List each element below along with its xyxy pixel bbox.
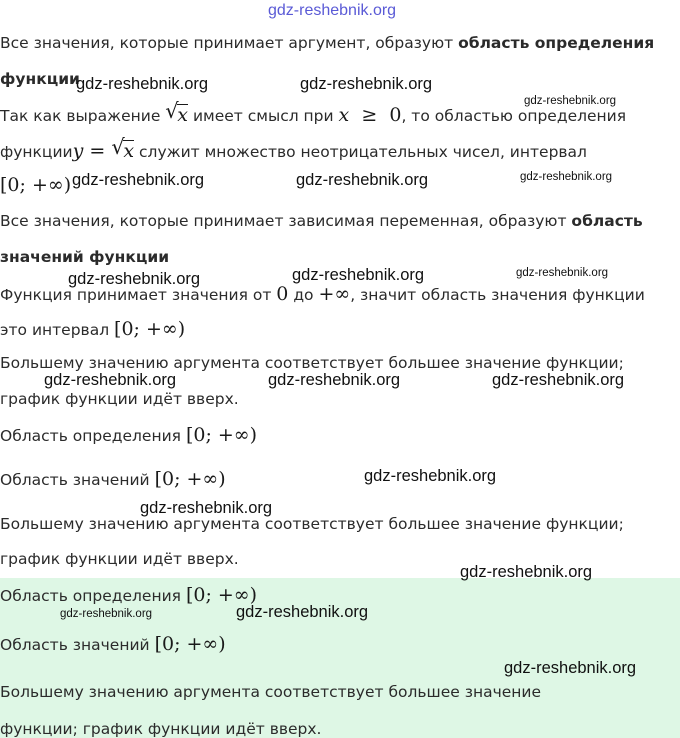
answer-range bbox=[0, 635, 226, 654]
text: Все значения, которые принимает зависимая переменная, образуют bbox=[0, 212, 572, 230]
math-sqrt-x: √ x bbox=[165, 99, 189, 126]
sqrt-explain-line2 bbox=[0, 135, 587, 162]
range-result bbox=[0, 470, 226, 489]
term-function: функции bbox=[0, 70, 80, 88]
math-interval: [0; +∞) bbox=[154, 633, 226, 655]
watermark: gdz-reshebnik.org bbox=[492, 371, 625, 389]
sqrt-explain-interval: [0; +∞) bbox=[0, 174, 72, 196]
math-interval: [0; +∞) bbox=[185, 424, 258, 446]
text: Область значений bbox=[0, 636, 155, 654]
monotonic-line1: Большему значению аргумента соответствует большее значение функции; bbox=[0, 354, 624, 372]
site-header-link[interactable]: gdz-reshebnik.org bbox=[268, 2, 397, 19]
watermark: gdz-reshebnik.org bbox=[292, 266, 425, 284]
math-infinity: +∞ bbox=[318, 283, 351, 305]
math-var: x bbox=[123, 140, 135, 162]
monotonic-line2-repeat: график функции идёт вверх. bbox=[0, 550, 239, 568]
math-op: = bbox=[89, 140, 106, 162]
math-condition bbox=[339, 104, 402, 126]
math-var: x bbox=[177, 104, 189, 126]
range-explain-line2 bbox=[0, 320, 185, 339]
math-op: ≥ bbox=[361, 104, 378, 126]
math-var: y bbox=[72, 140, 84, 162]
math-interval: [0; +∞) bbox=[185, 584, 258, 606]
monotonic-line2: график функции идёт вверх. bbox=[0, 390, 239, 408]
math-num: 0 bbox=[389, 104, 402, 126]
range-definition-line2 bbox=[0, 250, 169, 266]
watermark: gdz-reshebnik.org bbox=[268, 371, 401, 389]
watermark: gdz-reshebnik.org bbox=[140, 499, 273, 517]
text: Область значений bbox=[0, 471, 155, 489]
math-interval: [0; +∞) bbox=[114, 318, 186, 340]
watermark: gdz-reshebnik.org bbox=[60, 608, 153, 620]
math-num: 0 bbox=[276, 283, 289, 305]
text: Функция принимает значения от bbox=[0, 286, 277, 304]
watermark: gdz-reshebnik.org bbox=[504, 659, 637, 677]
watermark: gdz-reshebnik.org bbox=[72, 171, 205, 189]
text: это интервал bbox=[0, 321, 115, 339]
watermark: gdz-reshebnik.org bbox=[460, 563, 593, 581]
text: имеет смысл при bbox=[188, 107, 339, 125]
watermark: gdz-reshebnik.org bbox=[68, 270, 201, 288]
answer-monotonic-line1: Большему значению аргумента соответствует большее значение bbox=[0, 683, 542, 701]
text: до bbox=[288, 286, 319, 304]
answer-monotonic-line2: функции; график функции идёт вверх. bbox=[0, 720, 322, 738]
text: служит множество неотрицательных чисел, интервал bbox=[134, 143, 587, 161]
math-function: y = √ x bbox=[72, 135, 135, 162]
watermark: gdz-reshebnik.org bbox=[364, 467, 497, 485]
text: функции bbox=[0, 143, 73, 161]
text: Все значения, которые принимает аргумент, образуют bbox=[0, 34, 459, 52]
monotonic-line1-repeat: Большему значению аргумента соответствует большее значение функции; bbox=[0, 515, 624, 533]
watermark: gdz-reshebnik.org bbox=[296, 171, 429, 189]
term-domain: область определения bbox=[458, 34, 655, 52]
watermark: gdz-reshebnik.org bbox=[300, 75, 433, 93]
watermark: gdz-reshebnik.org bbox=[44, 371, 177, 389]
watermark: gdz-reshebnik.org bbox=[236, 603, 369, 621]
text: Область определения bbox=[0, 587, 186, 605]
math-interval: [0; +∞) bbox=[154, 468, 226, 490]
domain-definition-line2 bbox=[0, 72, 80, 88]
math-var: x bbox=[338, 104, 350, 126]
answer-domain bbox=[0, 586, 257, 605]
text: Так как выражение bbox=[0, 107, 166, 125]
term-range: область bbox=[571, 212, 643, 230]
text: , значит область значения функции bbox=[350, 286, 645, 304]
domain-result bbox=[0, 426, 257, 445]
text: Область определения bbox=[0, 427, 186, 445]
watermark: gdz-reshebnik.org bbox=[520, 171, 613, 183]
text: , то областью определения bbox=[401, 107, 627, 125]
range-definition-line1 bbox=[0, 214, 643, 230]
domain-definition-line1 bbox=[0, 36, 654, 52]
watermark: gdz-reshebnik.org bbox=[516, 267, 609, 279]
watermark: gdz-reshebnik.org bbox=[524, 95, 617, 107]
watermark: gdz-reshebnik.org bbox=[76, 75, 209, 93]
term-range-function: значений функции bbox=[0, 248, 170, 266]
